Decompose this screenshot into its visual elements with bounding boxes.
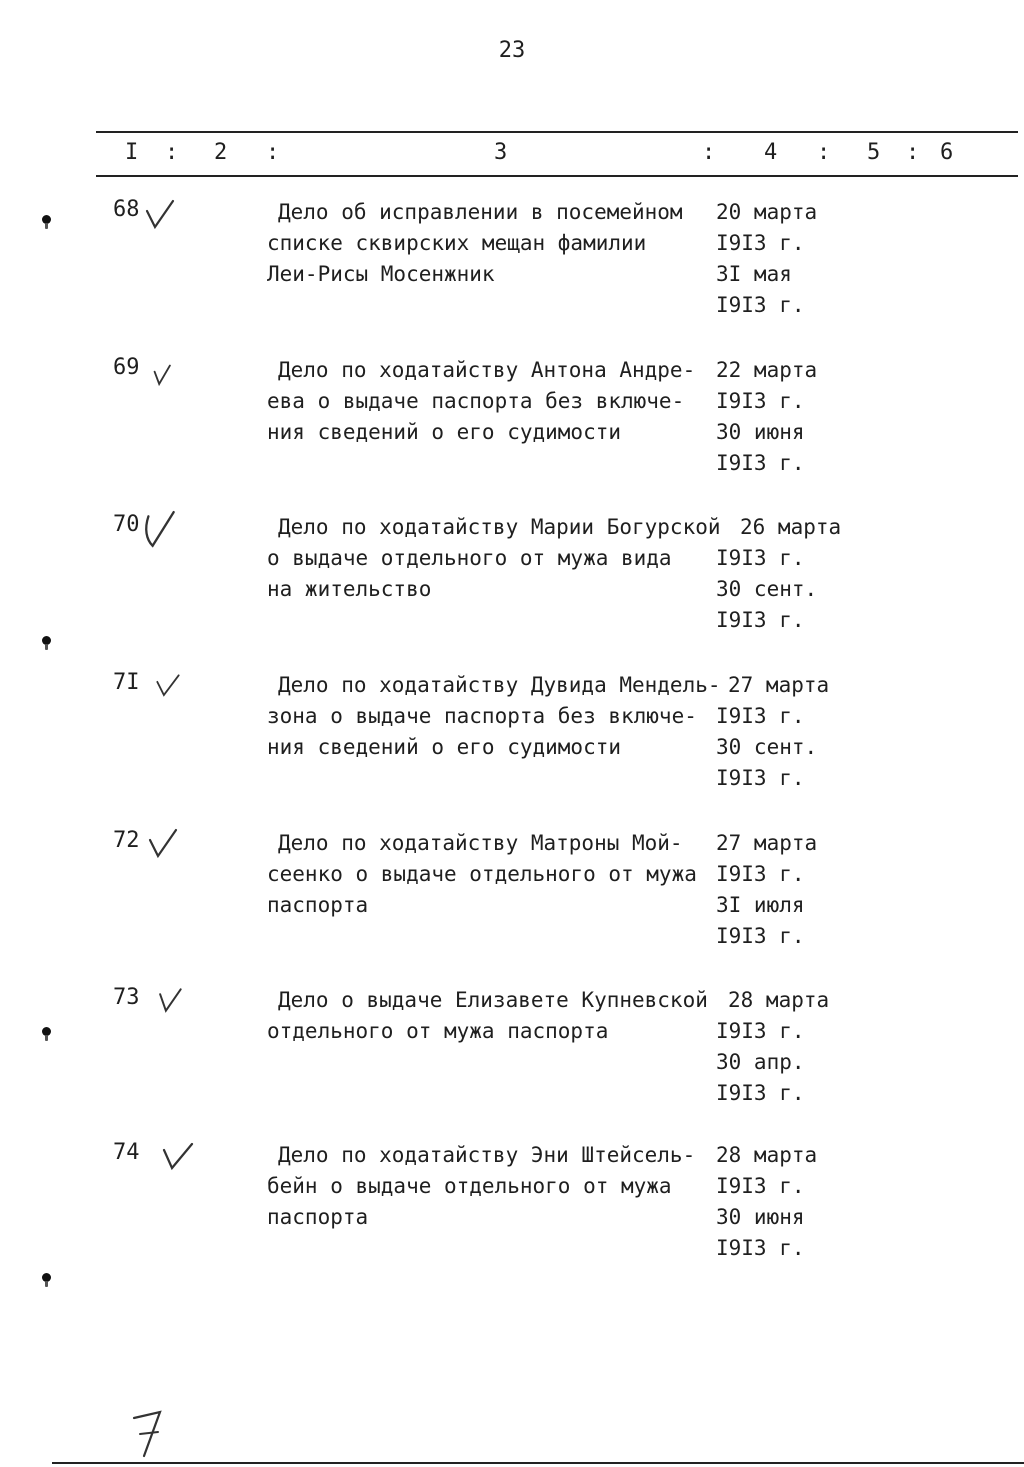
entry-text-line: сеенко о выдаче отдельного от мужа: [267, 862, 697, 886]
entry-date: 27 марта: [716, 831, 818, 855]
entry-number: 73: [113, 985, 140, 1010]
entry-text-line: Дело по ходатайству Антона Андре-: [278, 358, 696, 382]
table-row: [0, 670, 1024, 820]
entry-date: I9I3 г.: [716, 1174, 805, 1198]
entry-date: 30 июня: [716, 420, 805, 444]
entry-date: 22 марта: [716, 358, 818, 382]
punch-hole: [42, 1027, 51, 1036]
checkmark-icon: [146, 826, 180, 860]
entry-text-line: отдельного от мужа паспорта: [267, 1019, 609, 1043]
page-bottom-rule: [52, 1462, 1024, 1464]
entry-date: I9I3 г.: [716, 231, 805, 255]
entry-date: 30 сент.: [716, 577, 818, 601]
entry-text-line: Дело о выдаче Елизавете Купневской: [278, 988, 708, 1012]
header-separator: :: [165, 140, 179, 165]
table-header-rule: [96, 175, 1018, 177]
entry-date: I9I3 г.: [716, 389, 805, 413]
entry-number: 69: [113, 355, 140, 380]
entry-text-line: Дело об исправлении в посемейном: [278, 200, 683, 224]
entry-date: I9I3 г.: [716, 704, 805, 728]
entry-text-line: Дело по ходатайству Матроны Мой-: [278, 831, 683, 855]
header-separator: :: [817, 140, 831, 165]
table-row: [0, 512, 1024, 662]
entry-date: 26 марта: [740, 515, 842, 539]
entry-text-line: Леи-Рисы Мосенжник: [267, 262, 495, 286]
entry-date: I9I3 г.: [716, 608, 805, 632]
header-separator: :: [266, 140, 280, 165]
entry-text-line: списке сквирских мещан фамилии: [267, 231, 647, 255]
checkmark-icon: [150, 361, 176, 387]
punch-hole: [42, 636, 51, 645]
table-row: [0, 828, 1024, 978]
entry-text-line: о выдаче отдельного от мужа вида: [267, 546, 672, 570]
checkmark-icon: [143, 197, 177, 231]
entry-date: 20 марта: [716, 200, 818, 224]
checkmark-icon: [142, 510, 178, 550]
entry-text-line: паспорта: [267, 1205, 369, 1229]
entry-number: 74: [113, 1140, 140, 1165]
entry-text-line: бейн о выдаче отдельного от мужа: [267, 1174, 672, 1198]
entry-date: I9I3 г.: [716, 1081, 805, 1105]
entry-text-line: Дело по ходатайству Дувида Мендель-: [278, 673, 721, 697]
page-number: 23: [498, 38, 526, 63]
header-col-1: I: [125, 140, 139, 165]
entry-date: I9I3 г.: [716, 1236, 805, 1260]
header-col-4: 4: [764, 140, 778, 165]
entry-date: 30 сент.: [716, 735, 818, 759]
header-separator: :: [702, 140, 716, 165]
header-col-2: 2: [214, 140, 228, 165]
checkmark-icon: [154, 672, 182, 700]
entry-number: 7I: [113, 670, 140, 695]
entry-date: 30 июня: [716, 1205, 805, 1229]
entry-date: I9I3 г.: [716, 1019, 805, 1043]
table-row: [0, 355, 1024, 505]
entry-text-line: Дело по ходатайству Эни Штейсель-: [278, 1143, 696, 1167]
entry-number: 72: [113, 828, 140, 853]
entry-date: I9I3 г.: [716, 451, 805, 475]
header-separator: :: [906, 140, 920, 165]
entry-text-line: паспорта: [267, 893, 369, 917]
entry-number: 68: [113, 197, 140, 222]
table-row: [0, 197, 1024, 347]
entry-date: 3I мая: [716, 262, 792, 286]
entry-text-line: Дело по ходатайству Марии Богурской: [278, 515, 721, 539]
handwritten-mark-icon: [126, 1404, 174, 1462]
entry-text-line: ева о выдаче паспорта без включе-: [267, 389, 685, 413]
entry-text-line: зона о выдаче паспорта без включе-: [267, 704, 697, 728]
checkmark-icon: [160, 1142, 194, 1172]
entry-date: I9I3 г.: [716, 293, 805, 317]
entry-date: 3I июля: [716, 893, 805, 917]
entry-date: 27 марта: [728, 673, 830, 697]
header-col-6: 6: [940, 140, 954, 165]
table-row: [0, 985, 1024, 1135]
entry-date: I9I3 г.: [716, 766, 805, 790]
entry-text-line: на жительство: [267, 577, 432, 601]
entry-text-line: ния сведений о его судимости: [267, 420, 622, 444]
entry-date: 28 марта: [728, 988, 830, 1012]
entry-text-line: ния сведений о его судимости: [267, 735, 622, 759]
entry-date: I9I3 г.: [716, 546, 805, 570]
entry-date: I9I3 г.: [716, 862, 805, 886]
header-col-5: 5: [867, 140, 881, 165]
entry-number: 70: [113, 512, 140, 537]
header-col-3: 3: [494, 140, 508, 165]
punch-hole: [42, 215, 51, 224]
entry-date: 30 апр.: [716, 1050, 805, 1074]
entry-date: 28 марта: [716, 1143, 818, 1167]
table-row: [0, 1140, 1024, 1290]
checkmark-icon: [156, 985, 184, 1015]
table-top-rule: [96, 131, 1018, 133]
entry-date: I9I3 г.: [716, 924, 805, 948]
punch-hole: [42, 1273, 51, 1282]
